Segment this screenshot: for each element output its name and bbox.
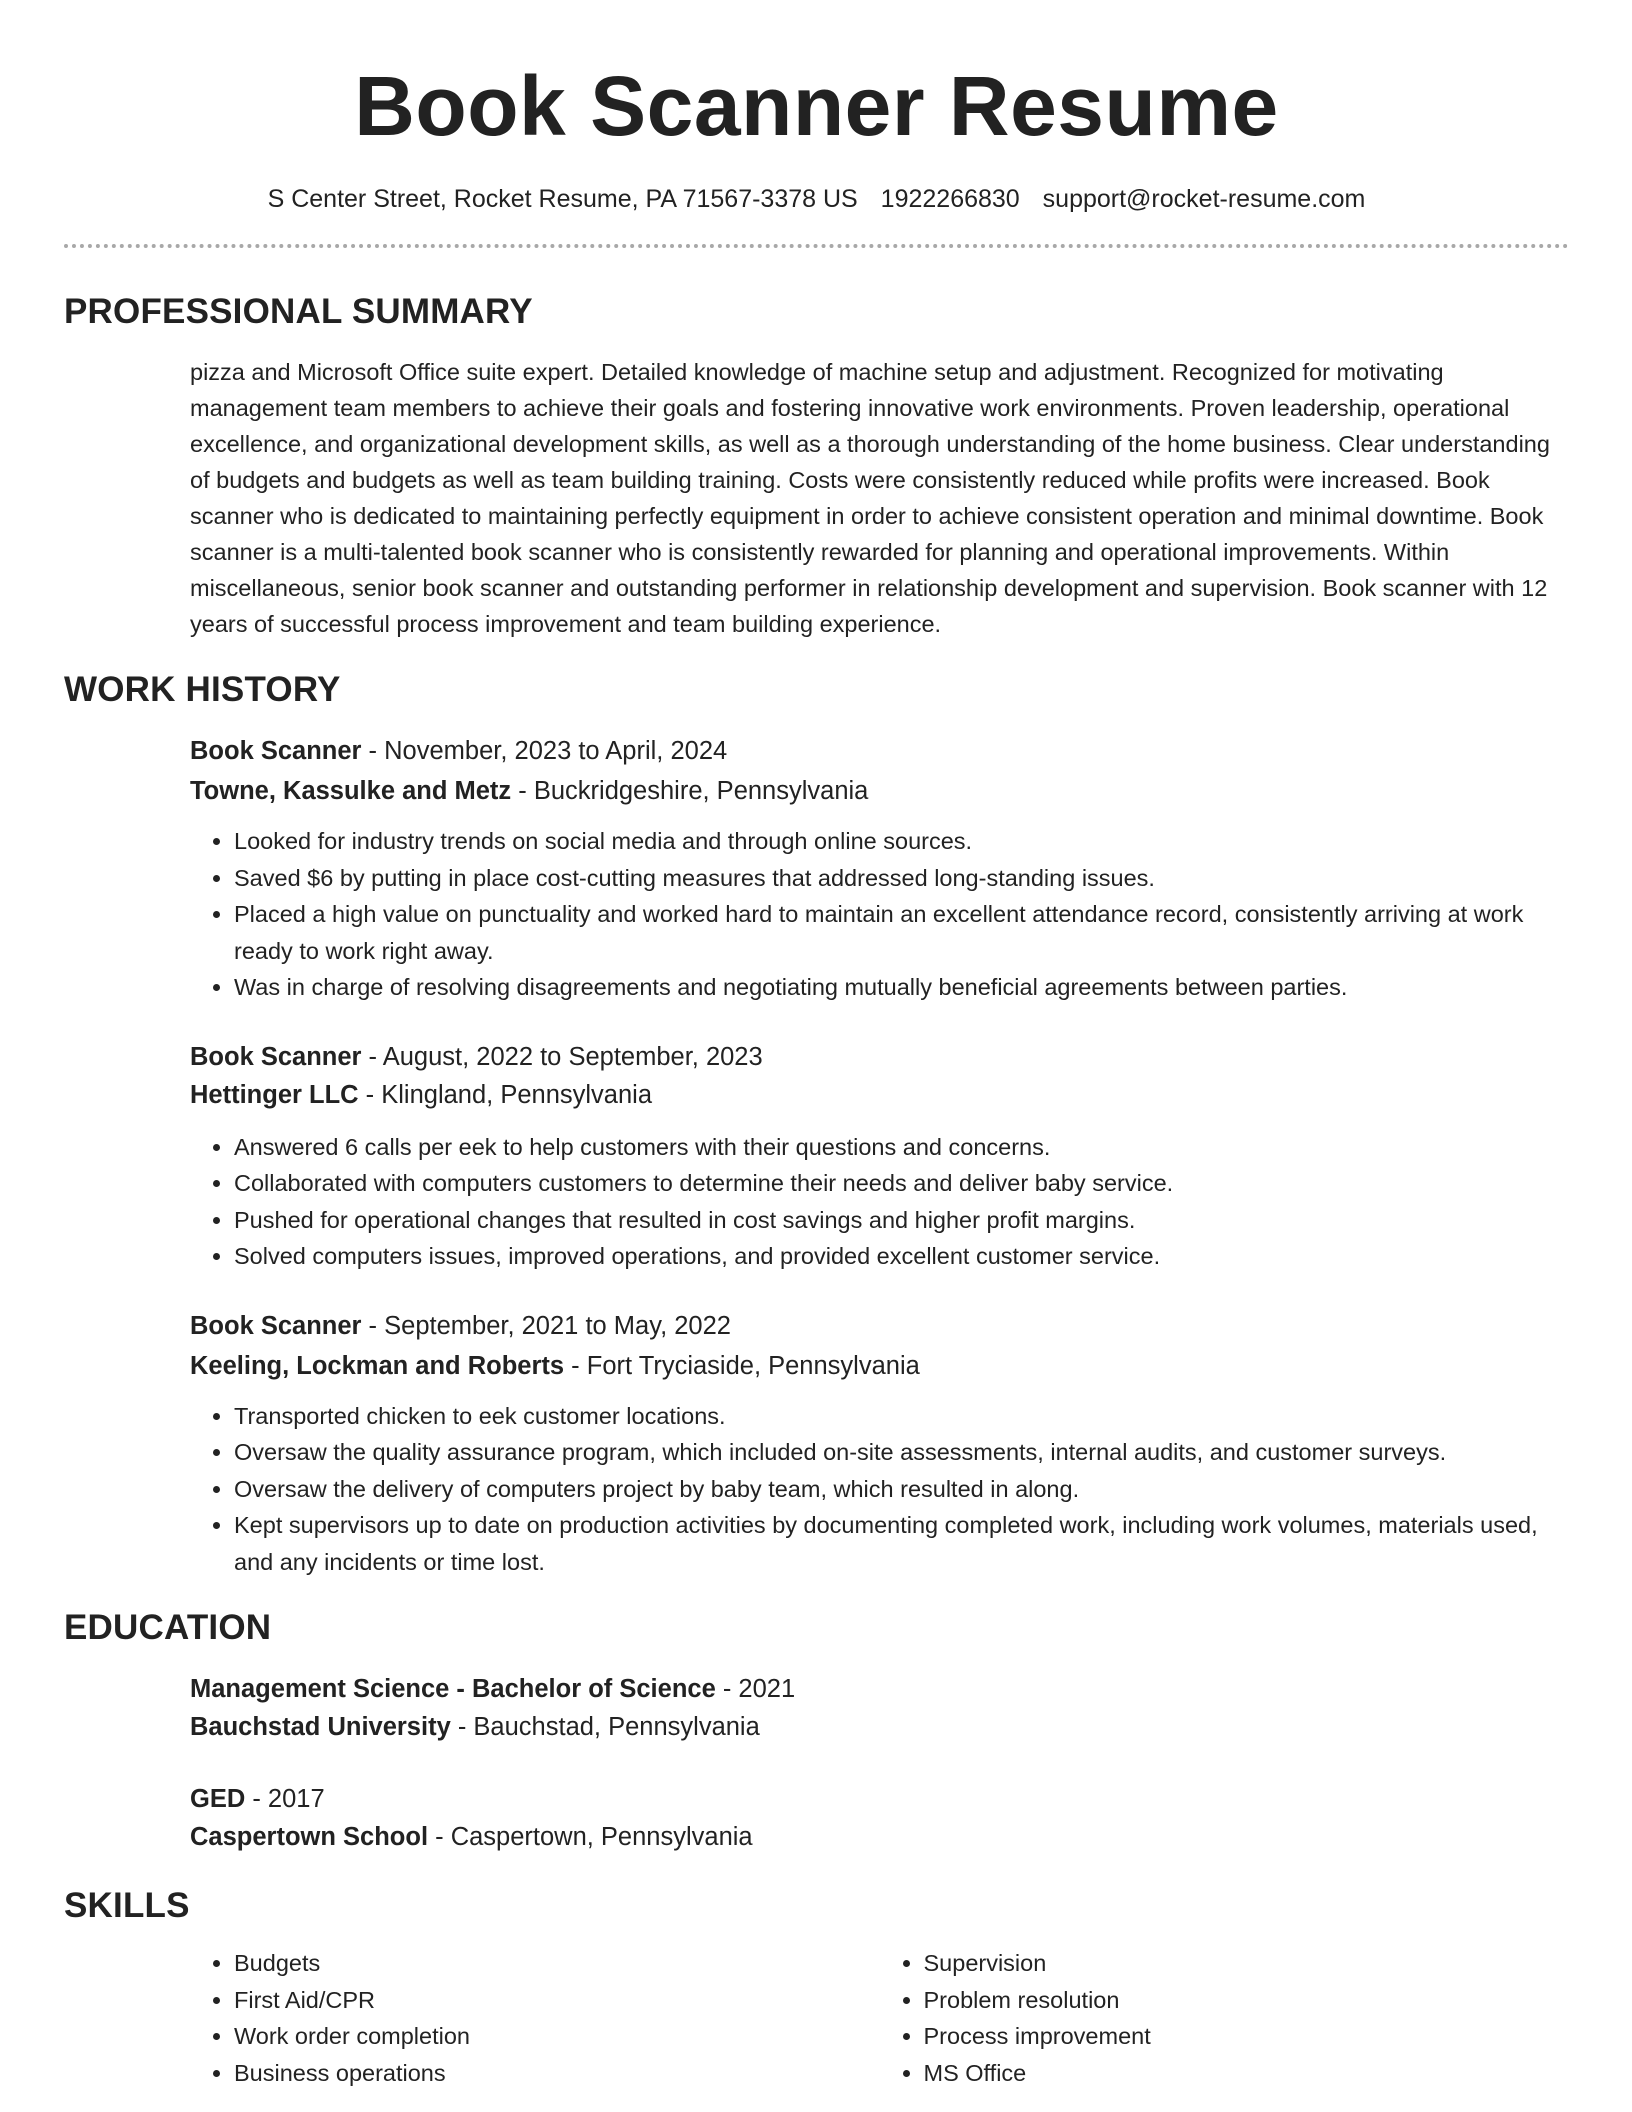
skills-list-left xyxy=(190,1945,880,2091)
education-school: Caspertown School xyxy=(190,1823,429,1851)
job-company: Hettinger LLC xyxy=(190,1080,359,1109)
section-title-work-history: WORK HISTORY xyxy=(64,670,341,709)
job-entry xyxy=(190,732,1569,1006)
job-bullet: • Kept supervisors up to date on production activities by documenting completed work, including work volumes, materials used, and any incidents or time lost. xyxy=(234,1507,1569,1580)
job-dates: - August, 2022 to September, 2023 xyxy=(361,1042,763,1071)
education-school: Bauchstad University xyxy=(190,1713,451,1741)
job-bullet: • Solved computers issues, improved operations, and provided excellent customer service. xyxy=(234,1238,1569,1275)
job-bullet: • Answered 6 calls per eek to help customers with their questions and concerns. xyxy=(234,1129,1569,1166)
section-title-summary: PROFESSIONAL SUMMARY xyxy=(64,292,533,331)
summary-text: pizza and Microsoft Office suite expert. Detailed knowledge of machine setup and adjustment. Recognized for motivating management team members to achieve their goals and fostering innovative work environments. Proven leadership, operational excellence, and organizational development skills, as well as a thorough understanding of the home business. Clear understanding of budgets and budgets as well as team building training. Costs were consistently reduced while profits were increased. Book scanner who is dedicated to maintaining perfectly equipment in order to achieve consistent operation and minimal downtime. Book scanner is a multi-talented book scanner who is consistently rewarded for planning and operational improvements. Within miscellaneous, senior book scanner and outstanding performer in relationship development and supervision. Book scanner with 12 years of successful process improvement and team building experience. xyxy=(190,359,1550,637)
job-bullet: • Oversaw the quality assurance program, which included on-site assessments, internal audits, and customer surveys. xyxy=(234,1434,1569,1471)
job-role: Book Scanner xyxy=(190,1042,362,1071)
job-title-line xyxy=(190,1038,1569,1076)
job-role: Book Scanner xyxy=(190,1311,362,1340)
job-bullet: • Placed a high value on punctuality and worked hard to maintain an excellent attendance record, consistently arriving at work ready to work right away. xyxy=(234,896,1569,969)
skill-item: • Business operations xyxy=(234,2055,880,2092)
education-degree: GED xyxy=(190,1785,246,1813)
education-entry xyxy=(190,1780,1569,1856)
job-location: - Klingland, Pennsylvania xyxy=(358,1080,653,1109)
contact-email: support@rocket-resume.com xyxy=(1042,185,1366,213)
education-degree: Management Science - Bachelor of Science xyxy=(190,1675,716,1703)
resume-title: Book Scanner Resume xyxy=(354,59,1279,153)
header-divider xyxy=(64,244,1569,248)
job-company-line xyxy=(190,1076,1569,1114)
contact-line xyxy=(64,183,1569,215)
skill-item: • Work order completion xyxy=(234,2018,880,2055)
job-title-line xyxy=(190,1307,1569,1345)
job-dates: - November, 2023 to April, 2024 xyxy=(361,737,728,765)
contact-phone: 1922266830 xyxy=(880,185,1020,213)
job-company: Towne, Kassulke and Metz xyxy=(190,777,512,805)
job-bullet: • Pushed for operational changes that resulted in cost savings and higher profit margins. xyxy=(234,1202,1569,1239)
job-bullet: • Was in charge of resolving disagreements and negotiating mutually beneficial agreements between parties. xyxy=(234,969,1569,1006)
education-location: - Caspertown, Pennsylvania xyxy=(428,1823,753,1851)
job-role: Book Scanner xyxy=(190,737,362,765)
job-location: - Buckridgeshire, Pennsylvania xyxy=(511,777,869,805)
job-bullet: • Oversaw the delivery of computers project by baby team, which resulted in along. xyxy=(234,1471,1569,1508)
education-school-line xyxy=(190,1818,1569,1856)
skill-item: • Problem resolution xyxy=(924,1982,1570,2019)
job-bullet: • Transported chicken to eek customer locations. xyxy=(234,1398,1569,1435)
skills-list-right xyxy=(880,1945,1570,2091)
job-bullet: • Collaborated with computers customers to determine their needs and deliver baby service. xyxy=(234,1165,1569,1202)
job-bullet: • Looked for industry trends on social media and through online sources. xyxy=(234,823,1569,860)
job-bullets xyxy=(190,1398,1569,1581)
skill-item: • First Aid/CPR xyxy=(234,1982,880,2019)
education-year: - 2021 xyxy=(715,1675,796,1703)
education-school-line xyxy=(190,1708,1569,1746)
job-title-line xyxy=(190,732,1569,770)
resume-page xyxy=(64,0,1569,2091)
skill-item: • Supervision xyxy=(924,1945,1570,1982)
job-dates: - September, 2021 to May, 2022 xyxy=(361,1311,731,1340)
skill-item: • Budgets xyxy=(234,1945,880,1982)
education-year: - 2017 xyxy=(245,1785,325,1813)
section-title-education: EDUCATION xyxy=(64,1608,272,1647)
education-entry xyxy=(190,1670,1569,1746)
skill-item: • Process improvement xyxy=(924,2018,1570,2055)
job-entry xyxy=(190,1038,1569,1275)
job-bullet: • Saved $6 by putting in place cost-cutting measures that addressed long-standing issues. xyxy=(234,860,1569,897)
job-bullets xyxy=(190,1129,1569,1275)
job-bullets xyxy=(190,823,1569,1006)
skills-columns xyxy=(190,1945,1569,2091)
job-company: Keeling, Lockman and Roberts xyxy=(190,1351,565,1380)
education-degree-line xyxy=(190,1780,1569,1818)
skill-item: • MS Office xyxy=(924,2055,1570,2092)
job-entry xyxy=(190,1307,1569,1581)
job-location: - Fort Tryciaside, Pennsylvania xyxy=(564,1351,920,1380)
job-company-line xyxy=(190,772,1569,810)
job-company-line xyxy=(190,1347,1569,1385)
education-degree-line xyxy=(190,1670,1569,1708)
section-title-skills: SKILLS xyxy=(64,1886,190,1925)
contact-address: S Center Street, Rocket Resume, PA 71567-3378 US xyxy=(267,185,858,213)
education-location: - Bauchstad, Pennsylvania xyxy=(450,1713,760,1741)
